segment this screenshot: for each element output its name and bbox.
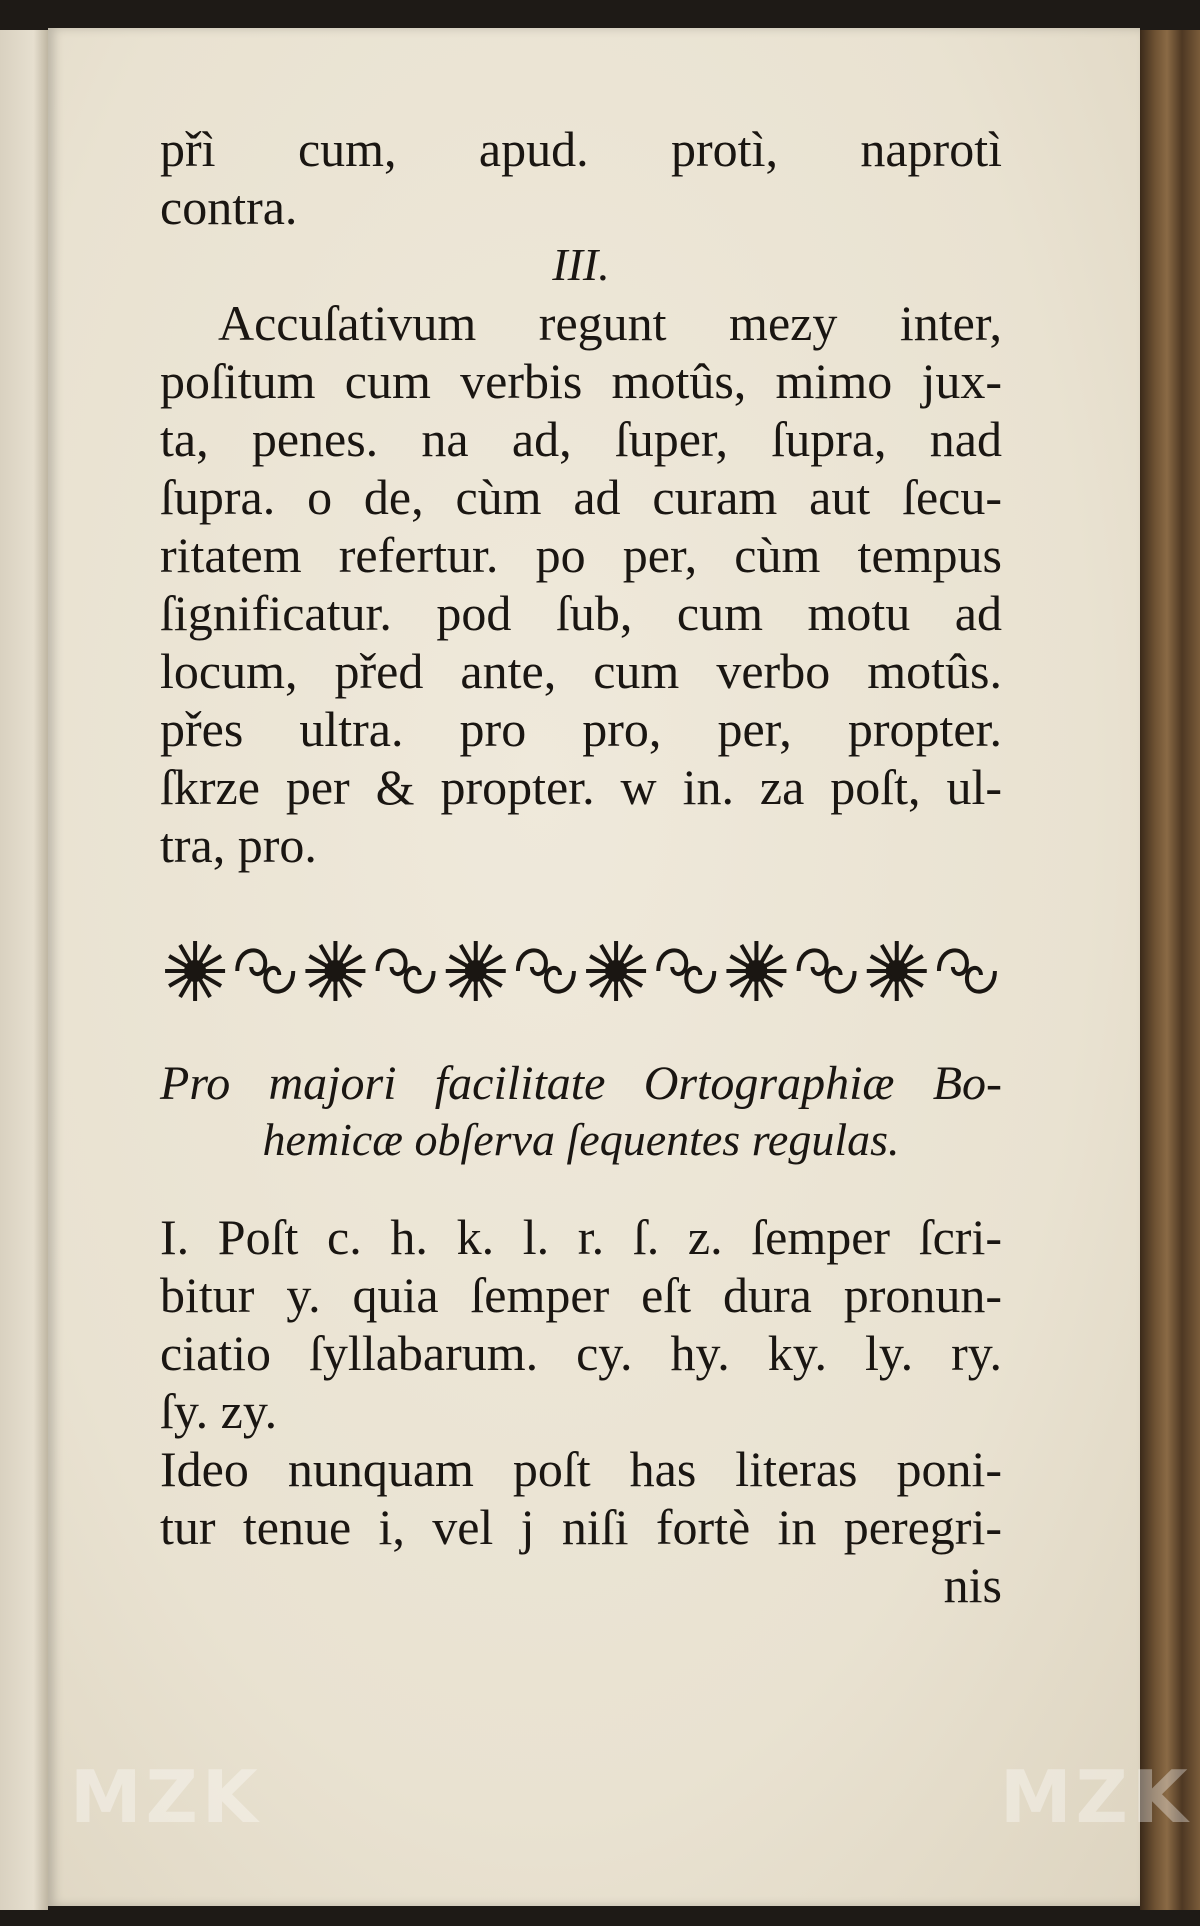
- left-page-edge: [0, 30, 48, 1910]
- book-spine: [1140, 30, 1200, 1910]
- rule-line: I. Poſt c. h. k. l. r. ſ. z. ſemper ſcri-: [160, 1209, 1002, 1265]
- rule-line: ſy. zy.: [160, 1383, 278, 1439]
- text-line: přì cum, apud. protì, naprotì: [160, 121, 1002, 177]
- rosette-ornament: [867, 941, 927, 1001]
- text-line: poſitum cum verbis motûs, mimo jux-: [160, 353, 1002, 409]
- rule-line: bitur y. quia ſemper eſt dura pronun-: [160, 1267, 1002, 1323]
- text-line: ritatem refertur. po per, cùm tempus: [160, 527, 1002, 583]
- ornament-band: [160, 926, 1002, 1016]
- rosette-ornament: [586, 941, 646, 1001]
- text-line: tra, pro.: [160, 817, 317, 873]
- text-line: ſkrze per & propter. w in. za poſt, ul-: [160, 759, 1002, 815]
- rules-section: [160, 1208, 1002, 1614]
- scroll-ornament: [799, 950, 855, 991]
- text-line: přes ultra. pro pro, per, propter.: [160, 701, 1002, 757]
- scroll-ornament: [237, 950, 293, 991]
- rule-line: Ideo nunquam poſt has literas poni-: [160, 1441, 1002, 1497]
- heading-line: Pro majori facilitate Ortographiæ Bo-: [160, 1057, 1002, 1110]
- section-number: III.: [552, 239, 610, 290]
- orthography-heading: [160, 1056, 1002, 1168]
- rosette-ornament: [726, 941, 786, 1001]
- scroll-ornament: [378, 950, 434, 991]
- text-line: ta, penes. na ad, ſuper, ſupra, nad: [160, 411, 1002, 467]
- scroll-ornament: [939, 950, 995, 991]
- text-line: Accuſativum regunt mezy inter,: [218, 295, 1002, 351]
- scroll-ornament: [518, 950, 574, 991]
- watermark-left: MZK: [70, 1755, 262, 1839]
- text-line: ſignificatur. pod ſub, cum motu ad: [160, 585, 1002, 641]
- rule-line: tur tenue i, vel j niſi fortè in peregri-: [160, 1499, 1002, 1555]
- rule-line: ciatio ſyllabarum. cy. hy. ky. ly. ry.: [160, 1325, 1002, 1381]
- watermark-right: MZK: [1000, 1755, 1192, 1839]
- scroll-ornament: [658, 950, 714, 991]
- rosette-ornament: [165, 941, 225, 1001]
- catchword: nis: [943, 1557, 1002, 1613]
- heading-line: hemicæ obſerva ſequentes regulas.: [262, 1114, 900, 1165]
- page-text: [160, 120, 1002, 1614]
- text-line: locum, před ante, cum verbo motûs.: [160, 643, 1002, 699]
- text-line: ſupra. o de, cùm ad curam aut ſecu-: [160, 469, 1002, 525]
- text-line: contra.: [160, 179, 298, 235]
- rosette-ornament: [305, 941, 365, 1001]
- rosette-ornament: [446, 941, 506, 1001]
